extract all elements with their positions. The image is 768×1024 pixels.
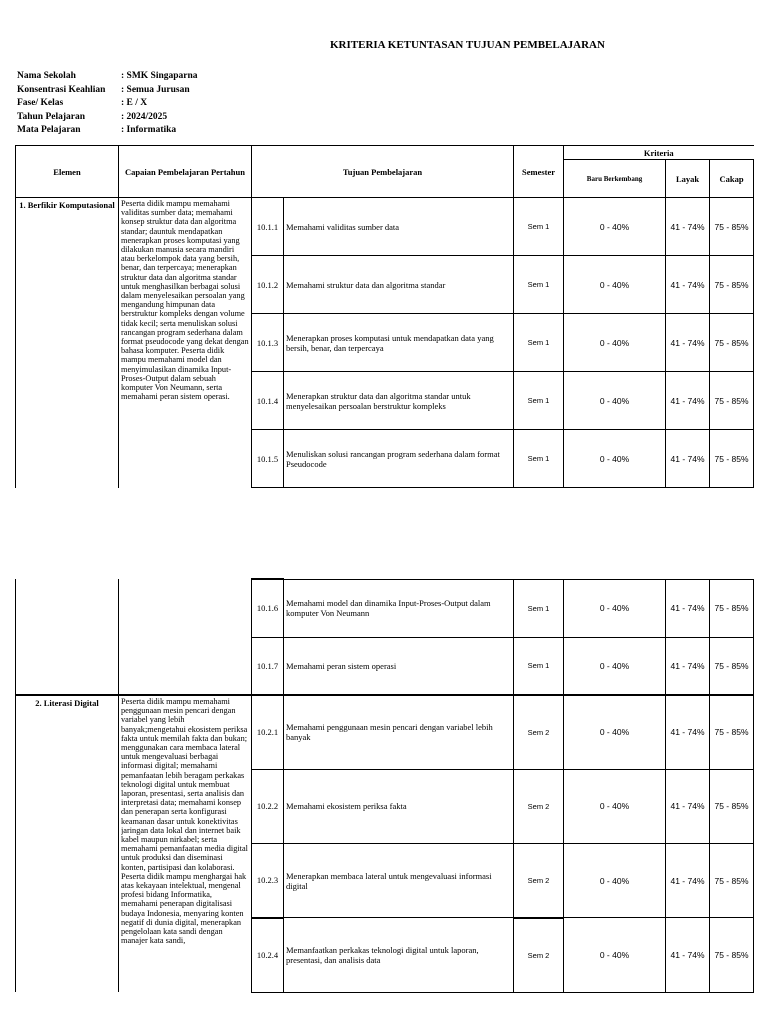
- info-value: : Semua Jurusan: [121, 84, 190, 95]
- tp-cakap: 75 - 85%: [710, 314, 754, 372]
- tp-baru: 0 - 40%: [564, 372, 666, 430]
- document-title: KRITERIA KETUNTASAN TUJUAN PEMBELAJARAN: [330, 39, 605, 51]
- info-value: : SMK Singaparna: [121, 71, 198, 81]
- tp-semester: Sem 2: [514, 769, 564, 843]
- capaian-continued: [119, 579, 252, 695]
- tp-layak: 41 - 74%: [666, 198, 710, 256]
- tp-text: Memanfaatkan perkakas teknologi digital untuk laporan, presentasi, dan analisis data: [284, 918, 514, 992]
- tp-layak: 41 - 74%: [666, 430, 710, 488]
- tp-cakap: 75 - 85%: [710, 430, 754, 488]
- criteria-table-page-1: [15, 145, 754, 488]
- tp-text: Memahami validitas sumber data: [284, 198, 514, 256]
- tp-baru: 0 - 40%: [564, 918, 666, 992]
- tp-semester: Sem 1: [514, 256, 564, 314]
- info-value: : E / X: [121, 98, 148, 108]
- tp-baru: 0 - 40%: [564, 198, 666, 256]
- capaian-text: [119, 695, 252, 992]
- elemen-continued: [16, 579, 119, 695]
- table-row: [16, 198, 754, 256]
- tp-code: 10.1.6: [252, 579, 284, 637]
- tp-semester: Sem 2: [514, 918, 564, 992]
- info-value: : 2024/2025: [121, 111, 168, 122]
- tp-cakap: 75 - 85%: [710, 579, 754, 637]
- elemen-name: 1. Berfikir Komputasional: [16, 198, 119, 488]
- header-baru-berkembang: Baru Berkembang: [564, 160, 666, 198]
- tp-baru: 0 - 40%: [564, 256, 666, 314]
- tp-code: 10.1.1: [252, 198, 284, 256]
- info-label: Mata Pelajaran: [17, 125, 81, 135]
- tp-code: 10.1.2: [252, 256, 284, 314]
- tp-cakap: 75 - 85%: [710, 769, 754, 843]
- tp-layak: 41 - 74%: [666, 918, 710, 992]
- tp-text: Menuliskan solusi rancangan program sederhana dalam format Pseudocode: [284, 430, 514, 488]
- elemen-name: 2. Literasi Digital: [16, 695, 119, 992]
- tp-code: 10.2.1: [252, 695, 284, 769]
- tp-baru: 0 - 40%: [564, 314, 666, 372]
- tp-cakap: 75 - 85%: [710, 637, 754, 695]
- header-semester: Semester: [514, 146, 564, 198]
- tp-baru: 0 - 40%: [564, 844, 666, 918]
- tp-layak: 41 - 74%: [666, 256, 710, 314]
- tp-layak: 41 - 74%: [666, 579, 710, 637]
- info-row: [17, 124, 198, 138]
- tp-semester: Sem 1: [514, 637, 564, 695]
- info-row: [17, 84, 198, 98]
- capaian-box: Peserta didik mampu memahami validitas sumber data; memahami konsep struktur data dan algoritma standar; dauntuk mendapatkan menerapkan proses komputasi yang dilakukan manusia secara mandiri atau berkelompok data yang bersih, benar, dan terpercaya; menerapkan struktur data dan algoritma standar untuk menghasilkan berbagai solusi dalam menyelesaikan persoalan yang mengandung himpunan data berstruktur kompleks dengan volume tidak kecil; serta menuliskan solusi rancangan program sederhana dalam format pseudocode yang dekat dengan bahasa komputer. Peserta didik mampu memahami model dan menyimulasikan dinamika Input-Proses-Output dalam sebuah komputer Von Neumann, serta memahami peran sistem operasi.: [121, 199, 249, 402]
- info-row: [17, 70, 198, 84]
- tp-code: 10.2.3: [252, 844, 284, 918]
- info-label: Fase/ Kelas: [17, 98, 64, 108]
- header-elemen: Elemen: [16, 146, 119, 198]
- tp-layak: 41 - 74%: [666, 372, 710, 430]
- tp-baru: 0 - 40%: [564, 637, 666, 695]
- info-row: [17, 97, 198, 111]
- info-row: [17, 111, 198, 125]
- tp-baru: 0 - 40%: [564, 695, 666, 769]
- info-label: Tahun Pelajaran: [17, 111, 86, 122]
- tp-layak: 41 - 74%: [666, 637, 710, 695]
- header-cakap: Cakap: [710, 160, 754, 198]
- header-kriteria: Kriteria: [564, 146, 754, 160]
- tp-baru: 0 - 40%: [564, 769, 666, 843]
- tp-cakap: 75 - 85%: [710, 844, 754, 918]
- tp-cakap: 75 - 85%: [710, 372, 754, 430]
- capaian-box: Peserta didik mampu memahami penggunaan mesin pencari dengan variabel yang lebih banyak;mengetahui ekosistem periksa fakta untuk memilah fakta dan bukan; menggunakan cara membaca lateral untuk mengevaluasi berbagai informasi digital; memahami pemanfaatan lebih beragam perkakas teknologi digital untuk membuat laporan, presentasi, serta analisis dan interpretasi data; memahami konsep dan penerapan serta konfigurasi keamanan dasar untuk konektivitas jaringan data lokal dan internet baik kabel maupun nirkabel; serta memahami pemanfaatan media digital untuk produksi dan diseminasi konten, partisipasi dan kolaborasi. Peserta didik mampu menghargai hak atas kekayaan intelektual, mengenal profesi bidang Informatika, memahami penerapan digitalisasi budaya Indonesia, menyaring konten negatif di dunia digital, menerapkan pengelolaan kata sandi dengan manajer kata sandi,: [121, 697, 248, 946]
- tp-text: Menerapkan proses komputasi untuk mendapatkan data yang bersih, benar, dan terpercaya: [284, 314, 514, 372]
- tp-cakap: 75 - 85%: [710, 198, 754, 256]
- info-label: Nama Sekolah: [17, 71, 76, 81]
- tp-text: Memahami peran sistem operasi: [284, 637, 514, 695]
- tp-layak: 41 - 74%: [666, 769, 710, 843]
- tp-layak: 41 - 74%: [666, 314, 710, 372]
- tp-text: Menerapkan struktur data dan algoritma standar untuk menyelesaikan persoalan berstruktur kompleks: [284, 372, 514, 430]
- tp-code: 10.1.4: [252, 372, 284, 430]
- header-tujuan: Tujuan Pembelajaran: [252, 146, 514, 198]
- tp-code: 10.2.2: [252, 769, 284, 843]
- tp-semester: Sem 1: [514, 372, 564, 430]
- tp-text: Memahami penggunaan mesin pencari dengan variabel lebih banyak: [284, 695, 514, 769]
- tp-layak: 41 - 74%: [666, 695, 710, 769]
- tp-semester: Sem 1: [514, 579, 564, 637]
- tp-cakap: 75 - 85%: [710, 256, 754, 314]
- header-layak: Layak: [666, 160, 710, 198]
- capaian-text: [119, 198, 252, 488]
- tp-code: 10.1.7: [252, 637, 284, 695]
- tp-text: Memahami ekosistem periksa fakta: [284, 769, 514, 843]
- tp-semester: Sem 1: [514, 314, 564, 372]
- tp-code: 10.2.4: [252, 918, 284, 992]
- school-info: [17, 70, 198, 138]
- tp-code: 10.1.3: [252, 314, 284, 372]
- tp-semester: Sem 2: [514, 695, 564, 769]
- tp-cakap: 75 - 85%: [710, 695, 754, 769]
- tp-baru: 0 - 40%: [564, 579, 666, 637]
- tp-semester: Sem 1: [514, 198, 564, 256]
- tp-semester: Sem 1: [514, 430, 564, 488]
- info-label: Konsentrasi Keahlian: [17, 84, 106, 95]
- table-row: [16, 579, 754, 637]
- criteria-table-page-2: [15, 578, 754, 993]
- tp-code: 10.1.5: [252, 430, 284, 488]
- header-capaian: Capaian Pembelajaran Pertahun: [119, 146, 252, 198]
- tp-text: Menerapkan membaca lateral untuk mengevaluasi informasi digital: [284, 844, 514, 918]
- info-value: : Informatika: [121, 125, 177, 135]
- table-row: [16, 695, 754, 769]
- tp-text: Memahami struktur data dan algoritma standar: [284, 256, 514, 314]
- tp-semester: Sem 2: [514, 844, 564, 918]
- tp-cakap: 75 - 85%: [710, 918, 754, 992]
- tp-baru: 0 - 40%: [564, 430, 666, 488]
- tp-layak: 41 - 74%: [666, 844, 710, 918]
- tp-text: Memahami model dan dinamika Input-Proses-Output dalam komputer Von Neumann: [284, 579, 514, 637]
